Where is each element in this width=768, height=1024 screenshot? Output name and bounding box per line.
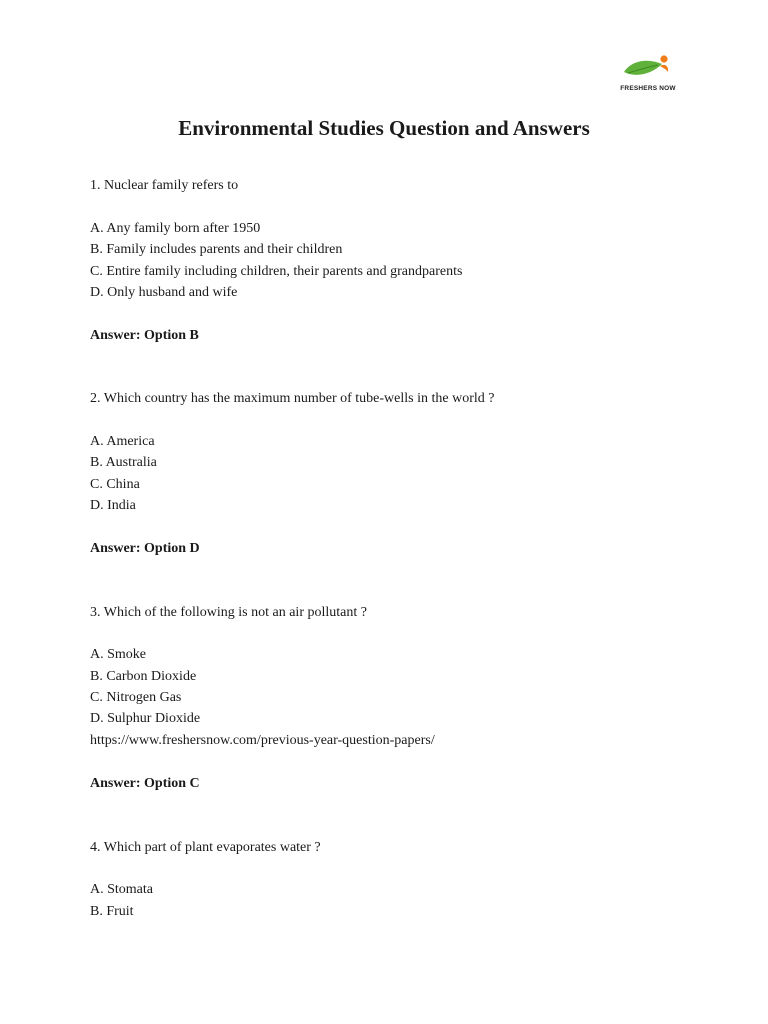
question-2-option-d: D. India [90, 498, 136, 513]
question-1-option-a: A. Any family born after 1950 [90, 221, 261, 236]
question-1-option-d: D. Only husband and wife [90, 285, 238, 300]
question-3-answer: Answer: Option C [90, 776, 200, 791]
question-1-answer: Answer: Option B [90, 328, 199, 343]
logo-text: FRESHERS NOW [620, 85, 676, 92]
page-title: Environmental Studies Question and Answers [178, 116, 590, 140]
reference-link[interactable]: https://www.freshersnow.com/previous-year-question-papers/ [90, 733, 435, 748]
question-2-answer: Answer: Option D [90, 541, 200, 556]
question-1-option-b: B. Family includes parents and their children [90, 242, 343, 257]
question-3-option-b: B. Carbon Dioxide [90, 669, 197, 684]
question-2-option-c: C. China [90, 477, 140, 492]
question-3: 3. Which of the following is not an air pollutant ? [90, 605, 367, 620]
question-4-option-b: B. Fruit [90, 904, 134, 919]
question-3-option-c: C. Nitrogen Gas [90, 690, 182, 705]
question-3-option-d: D. Sulphur Dioxide [90, 711, 201, 726]
question-2: 2. Which country has the maximum number of tube-wells in the world ? [90, 391, 495, 406]
question-2-option-b: B. Australia [90, 455, 157, 470]
leaf-logo-icon [622, 54, 674, 84]
question-1-option-c: C. Entire family including children, their parents and grandparents [90, 264, 463, 279]
freshers-now-logo [612, 54, 684, 98]
question-4-option-a: A. Stomata [90, 882, 153, 897]
question-4: 4. Which part of plant evaporates water ? [90, 840, 321, 855]
question-2-option-a: A. America [90, 434, 155, 449]
question-3-option-a: A. Smoke [90, 647, 146, 662]
question-1: 1. Nuclear family refers to [90, 178, 239, 193]
